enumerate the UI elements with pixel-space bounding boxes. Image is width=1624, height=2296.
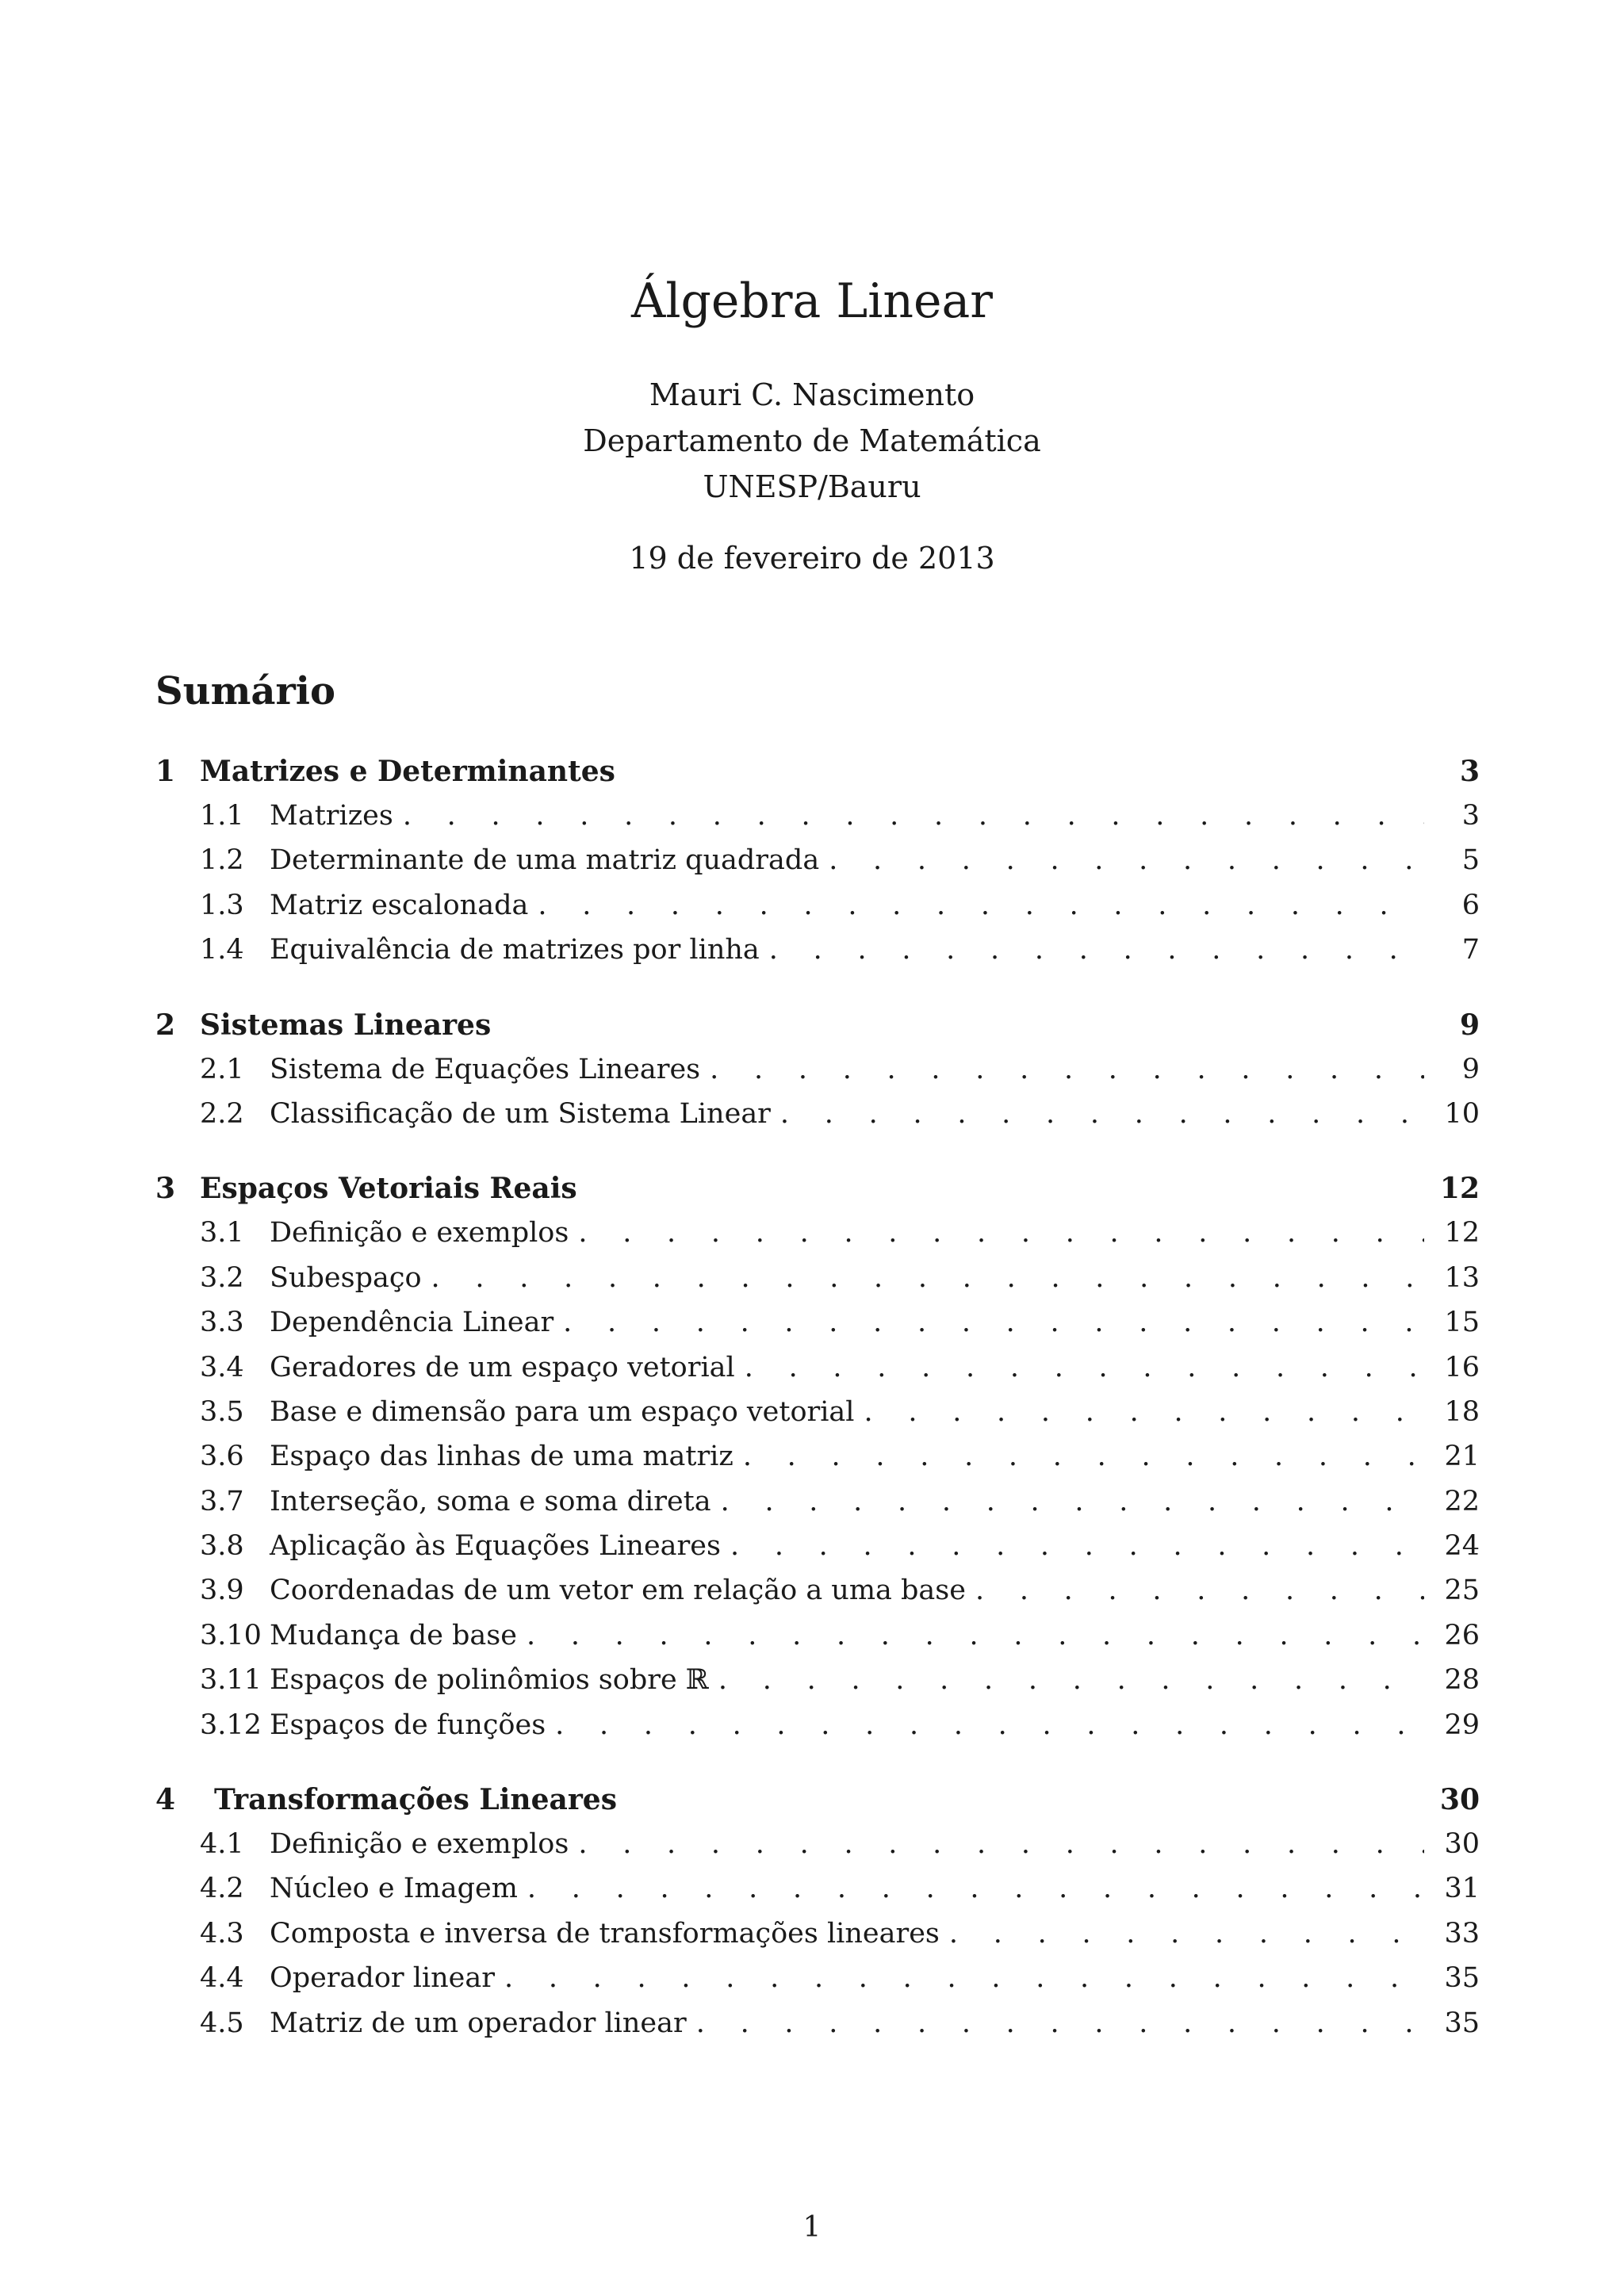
toc-section[interactable] bbox=[155, 838, 1480, 882]
section-number: 3.6 bbox=[200, 1441, 244, 1473]
dot-leader bbox=[403, 794, 1424, 838]
section-page: 30 bbox=[1444, 1828, 1480, 1861]
section-number: 3.10 bbox=[200, 1619, 262, 1651]
dot-leader bbox=[829, 838, 1424, 882]
section-number: 3.11 bbox=[200, 1664, 262, 1697]
toc-section[interactable] bbox=[155, 2001, 1480, 2045]
chapter-spacer bbox=[155, 1136, 1480, 1166]
dot-leader bbox=[975, 1568, 1424, 1613]
toc-section[interactable] bbox=[155, 1434, 1480, 1479]
author-name: Mauri C. Nascimento bbox=[649, 377, 975, 412]
section-page: 26 bbox=[1444, 1619, 1480, 1651]
toc-heading: Sumário bbox=[155, 669, 335, 714]
dot-leader bbox=[949, 1911, 1424, 1956]
section-page: 35 bbox=[1444, 2007, 1480, 2039]
section-title: Espaços de funções bbox=[270, 1709, 546, 1741]
toc-section[interactable] bbox=[155, 1524, 1480, 1568]
dot-leader bbox=[721, 1479, 1424, 1524]
section-page: 16 bbox=[1444, 1351, 1480, 1383]
toc-chapter[interactable] bbox=[155, 1003, 1480, 1047]
section-title: Matrizes bbox=[270, 800, 393, 832]
section-number: 1.1 bbox=[200, 800, 244, 832]
toc-section[interactable] bbox=[155, 1658, 1480, 1702]
section-number: 4.5 bbox=[200, 2007, 244, 2039]
chapter-number: 3 bbox=[155, 1172, 176, 1206]
section-number: 3.5 bbox=[200, 1395, 244, 1428]
chapter-number: 4 bbox=[155, 1783, 176, 1817]
table-of-contents bbox=[155, 749, 1480, 2045]
section-number: 1.3 bbox=[200, 889, 244, 921]
department-name: Departamento de Matemática bbox=[583, 423, 1041, 458]
toc-section[interactable] bbox=[155, 794, 1480, 838]
section-number: 3.9 bbox=[200, 1575, 244, 1607]
toc-section[interactable] bbox=[155, 1345, 1480, 1390]
toc-section[interactable] bbox=[155, 1703, 1480, 1747]
toc-section[interactable] bbox=[155, 928, 1480, 972]
dot-leader bbox=[743, 1434, 1424, 1479]
dot-leader bbox=[710, 1047, 1424, 1092]
chapter-title: Sistemas Lineares bbox=[200, 1008, 492, 1042]
section-page: 18 bbox=[1444, 1395, 1480, 1428]
section-page: 28 bbox=[1444, 1664, 1480, 1697]
dot-leader bbox=[538, 883, 1424, 928]
toc-chapter[interactable] bbox=[155, 1777, 1480, 1822]
section-number: 3.3 bbox=[200, 1307, 244, 1339]
section-page: 5 bbox=[1461, 844, 1480, 877]
section-title: Definição e exemplos bbox=[270, 1217, 569, 1249]
section-number: 1.4 bbox=[200, 934, 244, 966]
section-number: 3.4 bbox=[200, 1351, 244, 1383]
document-title: Álgebra Linear bbox=[630, 274, 993, 329]
chapter-page: 9 bbox=[1459, 1008, 1480, 1042]
section-title: Núcleo e Imagem bbox=[270, 1873, 518, 1905]
toc-section[interactable] bbox=[155, 1047, 1480, 1092]
section-title: Definição e exemplos bbox=[270, 1828, 569, 1861]
toc-section[interactable] bbox=[155, 1211, 1480, 1255]
section-title: Base e dimensão para um espaço vetorial bbox=[270, 1395, 855, 1428]
section-title: Determinante de uma matriz quadrada bbox=[270, 844, 820, 877]
chapter-page: 30 bbox=[1439, 1783, 1480, 1817]
dot-leader bbox=[563, 1300, 1424, 1345]
chapter-title: Espaços Vetoriais Reais bbox=[200, 1172, 577, 1206]
toc-section[interactable] bbox=[155, 1256, 1480, 1300]
dot-leader bbox=[555, 1703, 1424, 1747]
section-page: 35 bbox=[1444, 1962, 1480, 1995]
section-page: 25 bbox=[1444, 1575, 1480, 1607]
dot-leader bbox=[769, 928, 1424, 972]
section-title: Mudança de base bbox=[270, 1619, 517, 1651]
section-number: 3.1 bbox=[200, 1217, 244, 1249]
section-title: Geradores de um espaço vetorial bbox=[270, 1351, 735, 1383]
dot-leader bbox=[745, 1345, 1424, 1390]
section-number: 3.8 bbox=[200, 1530, 244, 1563]
chapter-page: 3 bbox=[1459, 755, 1480, 788]
dot-leader bbox=[431, 1256, 1424, 1300]
university-name: UNESP/Bauru bbox=[703, 469, 921, 504]
chapter-title: Transformações Lineares bbox=[214, 1783, 617, 1817]
section-page: 31 bbox=[1444, 1873, 1480, 1905]
section-title: Operador linear bbox=[270, 1962, 495, 1995]
section-title: Matriz de um operador linear bbox=[270, 2007, 687, 2039]
section-title: Classificação de um Sistema Linear bbox=[270, 1097, 771, 1130]
toc-section[interactable] bbox=[155, 1911, 1480, 1956]
section-number: 4.3 bbox=[200, 1917, 244, 1950]
page-number: 1 bbox=[802, 2211, 822, 2244]
toc-section[interactable] bbox=[155, 1613, 1480, 1658]
dot-leader bbox=[730, 1524, 1424, 1568]
section-number: 4.2 bbox=[200, 1873, 244, 1905]
section-title: Interseção, soma e soma direta bbox=[270, 1485, 711, 1517]
toc-section[interactable] bbox=[155, 1390, 1480, 1434]
dot-leader bbox=[578, 1211, 1424, 1255]
toc-chapter[interactable] bbox=[155, 749, 1480, 794]
toc-section[interactable] bbox=[155, 883, 1480, 928]
section-number: 2.1 bbox=[200, 1053, 244, 1085]
section-page: 33 bbox=[1444, 1917, 1480, 1950]
section-page: 6 bbox=[1461, 889, 1480, 921]
section-page: 7 bbox=[1461, 934, 1480, 966]
section-page: 13 bbox=[1444, 1261, 1480, 1294]
toc-section[interactable] bbox=[155, 1479, 1480, 1524]
toc-chapter[interactable] bbox=[155, 1166, 1480, 1211]
dot-leader bbox=[864, 1390, 1425, 1434]
section-page: 12 bbox=[1444, 1217, 1480, 1249]
chapter-title: Matrizes e Determinantes bbox=[200, 755, 615, 788]
section-page: 15 bbox=[1444, 1307, 1480, 1339]
section-page: 3 bbox=[1461, 800, 1480, 832]
section-number: 4.1 bbox=[200, 1828, 244, 1861]
section-page: 22 bbox=[1444, 1485, 1480, 1517]
section-number: 3.7 bbox=[200, 1485, 244, 1517]
section-page: 21 bbox=[1444, 1441, 1480, 1473]
document-date: 19 de fevereiro de 2013 bbox=[629, 541, 995, 576]
section-number: 3.12 bbox=[200, 1709, 262, 1741]
section-title: Aplicação às Equações Lineares bbox=[270, 1530, 721, 1563]
toc-section[interactable] bbox=[155, 1092, 1480, 1136]
toc-section[interactable] bbox=[155, 1866, 1480, 1911]
toc-section[interactable] bbox=[155, 1822, 1480, 1866]
section-number: 2.2 bbox=[200, 1097, 244, 1130]
section-title: Equivalência de matrizes por linha bbox=[270, 934, 760, 966]
section-page: 24 bbox=[1444, 1530, 1480, 1563]
chapter-spacer bbox=[155, 973, 1480, 1003]
section-title: Subespaço bbox=[270, 1261, 422, 1294]
section-title: Coordenadas de um vetor em relação a uma base bbox=[270, 1575, 966, 1607]
toc-section[interactable] bbox=[155, 1568, 1480, 1613]
dot-leader bbox=[527, 1866, 1424, 1911]
chapter-page: 12 bbox=[1439, 1172, 1480, 1206]
chapter-number: 1 bbox=[155, 755, 176, 788]
section-title: Matriz escalonada bbox=[270, 889, 529, 921]
section-number: 1.2 bbox=[200, 844, 244, 877]
section-title: Espaços de polinômios sobre ℝ bbox=[270, 1664, 709, 1697]
section-title: Dependência Linear bbox=[270, 1307, 554, 1339]
section-page: 29 bbox=[1444, 1709, 1480, 1741]
dot-leader bbox=[527, 1613, 1424, 1658]
chapter-spacer bbox=[155, 1747, 1480, 1777]
dot-leader bbox=[504, 1956, 1424, 2000]
section-page: 10 bbox=[1444, 1097, 1480, 1130]
dot-leader bbox=[718, 1658, 1424, 1702]
section-page: 9 bbox=[1461, 1053, 1480, 1085]
chapter-number: 2 bbox=[155, 1008, 176, 1042]
section-title: Composta e inversa de transformações lineares bbox=[270, 1917, 940, 1950]
section-number: 4.4 bbox=[200, 1962, 244, 1995]
section-number: 3.2 bbox=[200, 1261, 244, 1294]
dot-leader bbox=[578, 1822, 1424, 1866]
section-title: Sistema de Equações Lineares bbox=[270, 1053, 701, 1085]
dot-leader bbox=[780, 1092, 1424, 1136]
toc-section[interactable] bbox=[155, 1956, 1480, 2000]
toc-section[interactable] bbox=[155, 1300, 1480, 1345]
dot-leader bbox=[696, 2001, 1424, 2045]
section-title: Espaço das linhas de uma matriz bbox=[270, 1441, 733, 1473]
